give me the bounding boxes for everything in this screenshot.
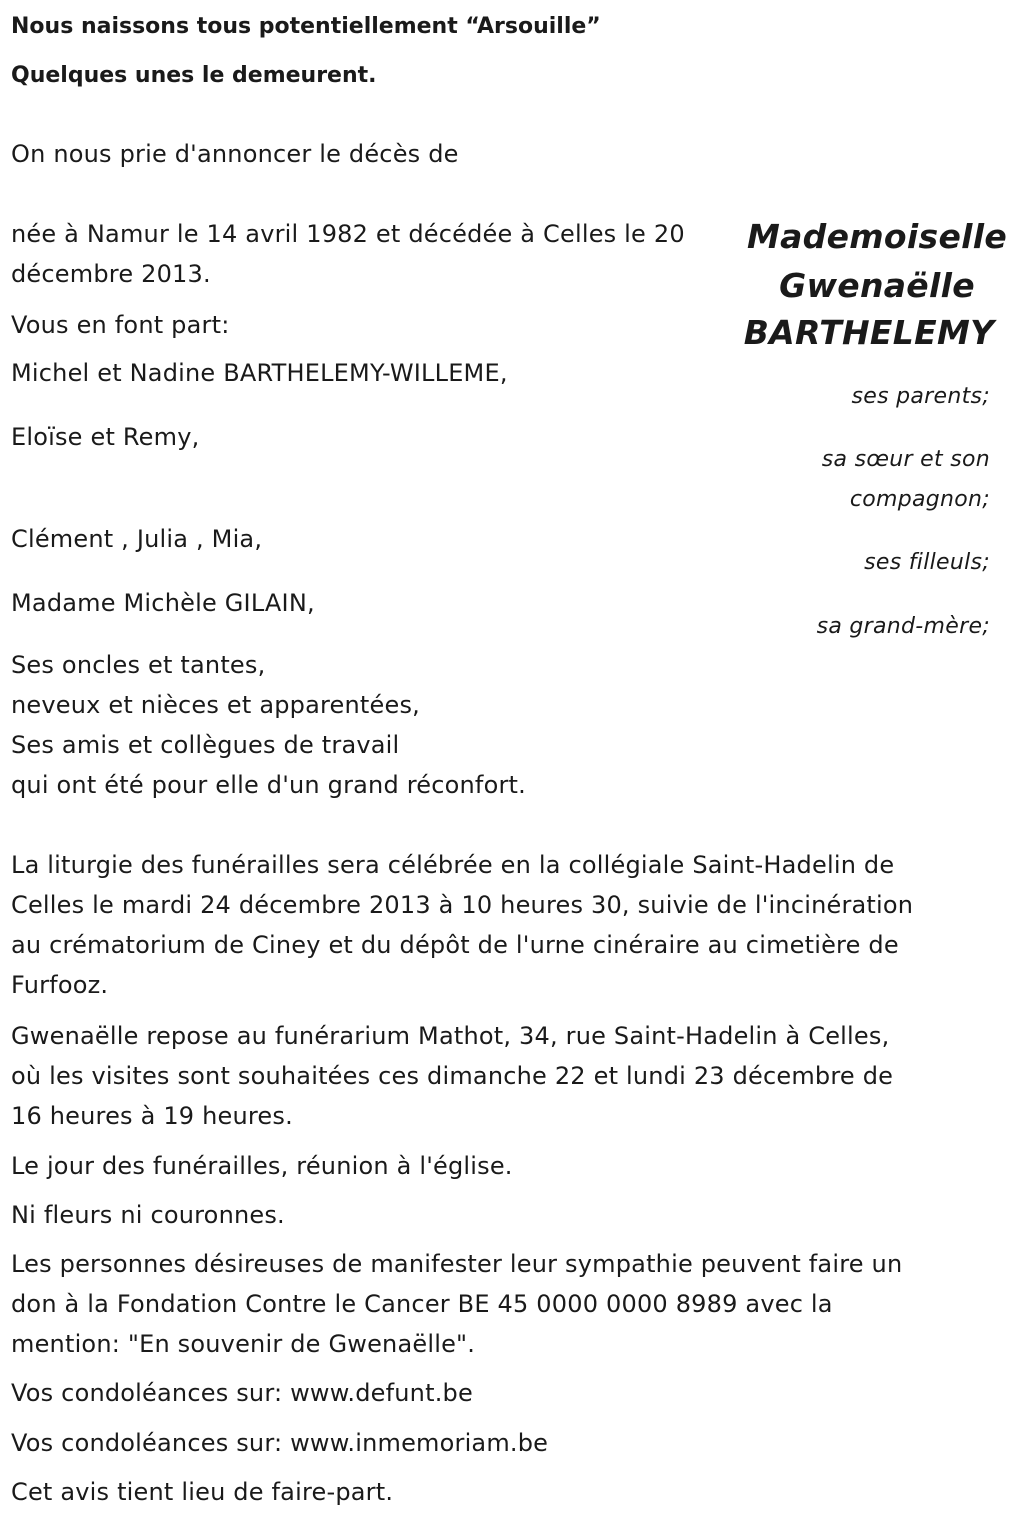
- liturgy-line: La liturgie des funérailles sera célébrée en la collégiale Saint-Hadelin de: [11, 851, 895, 879]
- others-line: neveux et nièces et apparentées,: [11, 691, 421, 719]
- announce-text: Vous en font part:: [11, 311, 230, 339]
- liturgy-line: au crématorium de Ciney et du dépôt de l'urne cinéraire au cimetière de: [11, 931, 899, 959]
- flowers-text: Ni fleurs ni couronnes.: [11, 1201, 285, 1229]
- family-relation: ses filleuls;: [864, 550, 990, 575]
- others-line: Ses oncles et tantes,: [11, 651, 266, 679]
- meeting-text: Le jour des funérailles, réunion à l'église.: [11, 1152, 513, 1180]
- header-line-1: Nous naissons tous potentiellement “Arsouille”: [11, 14, 601, 39]
- donation-line: mention: "En souvenir de Gwenaëlle".: [11, 1330, 476, 1358]
- birth-death-line-1: née à Namur le 14 avril 1982 et décédée à Celles le 20: [11, 220, 685, 248]
- family-relation: sa sœur et son: [821, 447, 990, 472]
- visit-line: 16 heures à 19 heures.: [11, 1102, 293, 1130]
- deceased-last-name: BARTHELEMY: [743, 313, 995, 352]
- family-names: Madame Michèle GILAIN,: [11, 589, 315, 617]
- others-line: qui ont été pour elle d'un grand réconfort.: [11, 771, 526, 799]
- condolences-link-inmemoriam: Vos condoléances sur: www.inmemoriam.be: [11, 1429, 549, 1457]
- family-names: Eloïse et Remy,: [11, 423, 200, 451]
- deceased-title: Mademoiselle: [746, 217, 1008, 256]
- family-relation: ses parents;: [851, 384, 990, 409]
- family-names: Clément , Julia , Mia,: [11, 525, 263, 553]
- header-line-2: Quelques unes le demeurent.: [11, 63, 377, 88]
- deceased-first-name: Gwenaëlle: [779, 266, 975, 305]
- others-line: Ses amis et collègues de travail: [11, 731, 400, 759]
- liturgy-line: Celles le mardi 24 décembre 2013 à 10 heures 30, suivie de l'incinération: [11, 891, 914, 919]
- family-relation: compagnon;: [849, 487, 990, 512]
- visit-line: où les visites sont souhaitées ces dimanche 22 et lundi 23 décembre de: [11, 1062, 894, 1090]
- condolences-link-defunt: Vos condoléances sur: www.defunt.be: [11, 1379, 473, 1407]
- liturgy-line: Furfooz.: [11, 971, 109, 999]
- intro-text: On nous prie d'annoncer le décès de: [11, 140, 459, 168]
- family-relation: sa grand-mère;: [816, 614, 990, 639]
- family-names: Michel et Nadine BARTHELEMY-WILLEME,: [11, 359, 508, 387]
- closing-text: Cet avis tient lieu de faire-part.: [11, 1478, 394, 1506]
- birth-death-line-2: décembre 2013.: [11, 260, 211, 288]
- visit-line: Gwenaëlle repose au funérarium Mathot, 34, rue Saint-Hadelin à Celles,: [11, 1022, 890, 1050]
- donation-line: don à la Fondation Contre le Cancer BE 45 0000 0000 8989 avec la: [11, 1290, 833, 1318]
- donation-line: Les personnes désireuses de manifester leur sympathie peuvent faire un: [11, 1250, 903, 1278]
